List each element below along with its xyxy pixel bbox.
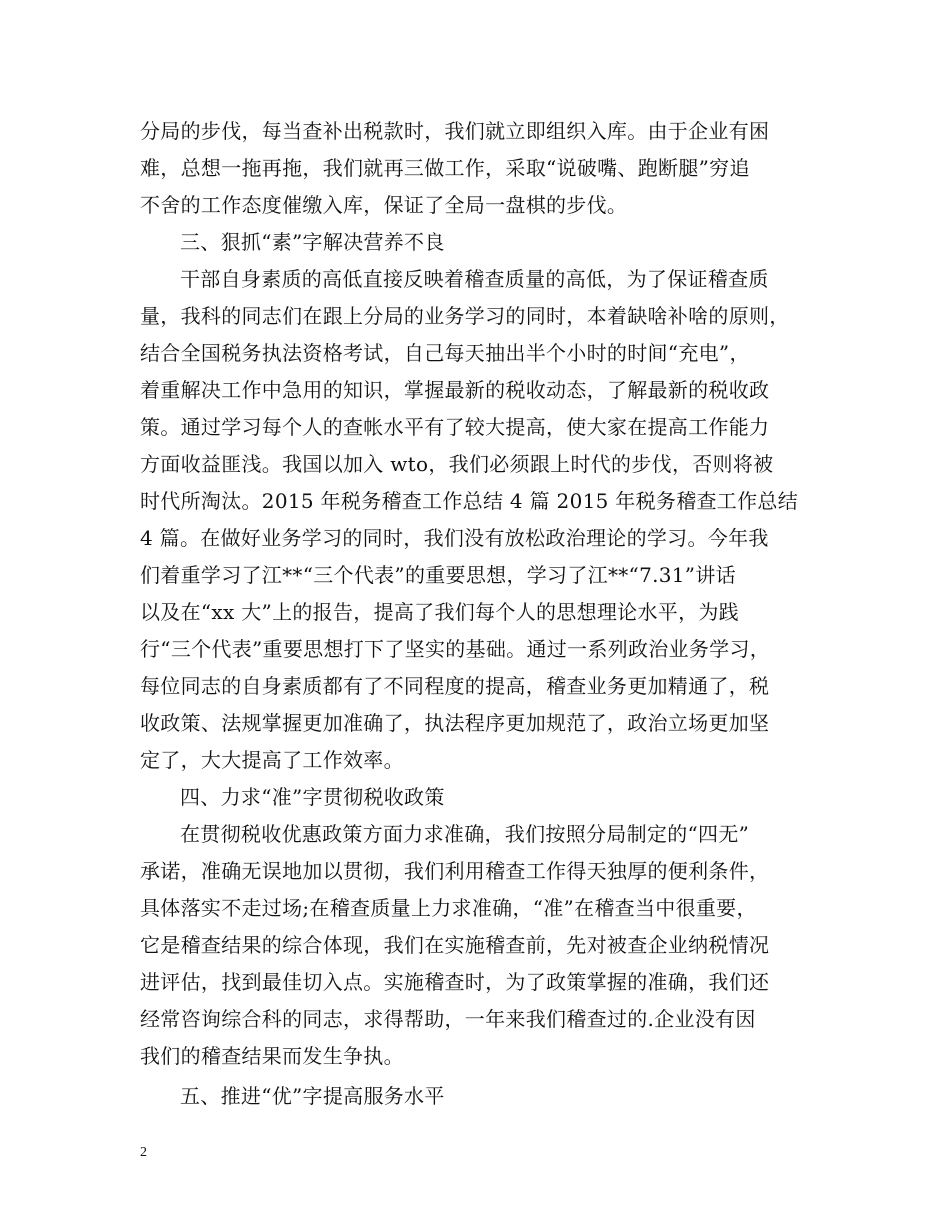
text-line: 承诺，准确无误地加以贯彻，我们利用稽查工作得天独厚的便利条件， (140, 859, 770, 883)
text-line: 行“三个代表”重要思想打下了坚实的基础。通过一系列政治业务学习， (140, 637, 771, 661)
text-line: 进评估，找到最佳切入点。实施稽查时，为了政策掌握的准确，我们还 (140, 970, 770, 994)
text-line: 具体落实不走过场;在稽查质量上力求准确，“准”在稽查当中很重要， (140, 896, 757, 920)
section-heading: 五、推进“优”字提高服务水平 (180, 1084, 445, 1108)
text-line: 不舍的工作态度催缴入库，保证了全局一盘棋的步伐。 (140, 193, 628, 217)
text-line: 以及在“xx 大”上的报告，提高了我们每个人的思想理论水平，为践 (140, 600, 739, 624)
text-line: 时代所淘汰。2015 年税务稽查工作总结 4 篇 2015 年税务稽查工作总结 (140, 489, 799, 513)
text-line: 策。通过学习每个人的查帐水平有了较大提高，使大家在提高工作能力 (140, 415, 770, 439)
text-line: 难，总想一拖再拖，我们就再三做工作，采取“说破嘴、跑断腿”穷追 (140, 156, 750, 180)
text-line: 分局的步伐，每当查补出税款时，我们就立即组织入库。由于企业有困 (140, 119, 770, 143)
text-line: 经常咨询综合科的同志，求得帮助，一年来我们稽查过的.企业没有因 (140, 1007, 756, 1031)
text-line: 结合全国税务执法资格考试，自己每天抽出半个小时的时间“充电”， (140, 341, 750, 365)
text-line: 我们的稽查结果而发生争执。 (140, 1044, 404, 1068)
text-line: 每位同志的自身素质都有了不同程度的提高，稽查业务更加精通了，税 (140, 674, 770, 698)
text-line: 着重解决工作中急用的知识，掌握最新的税收动态，了解最新的税收政 (140, 378, 770, 402)
section-heading: 三、狠抓“素”字解决营养不良 (180, 230, 445, 254)
text-line: 方面收益匪浅。我国以加入 wto，我们必须跟上时代的步伐，否则将被 (140, 452, 774, 476)
page-number: 2 (140, 1145, 147, 1160)
text-line: 们着重学习了江**“三个代表”的重要思想，学习了江**“7.31”讲话 (140, 563, 736, 587)
text-line: 收政策、法规掌握更加准确了，执法程序更加规范了，政治立场更加坚 (140, 711, 770, 735)
section-heading: 四、力求“准”字贯彻税收政策 (180, 785, 445, 809)
text-line: 干部自身素质的高低直接反映着稽查质量的高低，为了保证稽查质 (180, 267, 769, 291)
text-line: 它是稽查结果的综合体现，我们在实施稽查前，先对被查企业纳税情况 (140, 933, 770, 957)
text-line: 定了，大大提高了工作效率。 (140, 748, 404, 772)
text-line: 量，我科的同志们在跟上分局的业务学习的同时，本着缺啥补啥的原则， (140, 304, 790, 328)
document-body (140, 113, 830, 1115)
text-line: 4 篇。在做好业务学习的同时，我们没有放松政治理论的学习。今年我 (140, 526, 769, 550)
text-line: 在贯彻税收优惠政策方面力求准确，我们按照分局制定的“四无” (180, 822, 750, 846)
